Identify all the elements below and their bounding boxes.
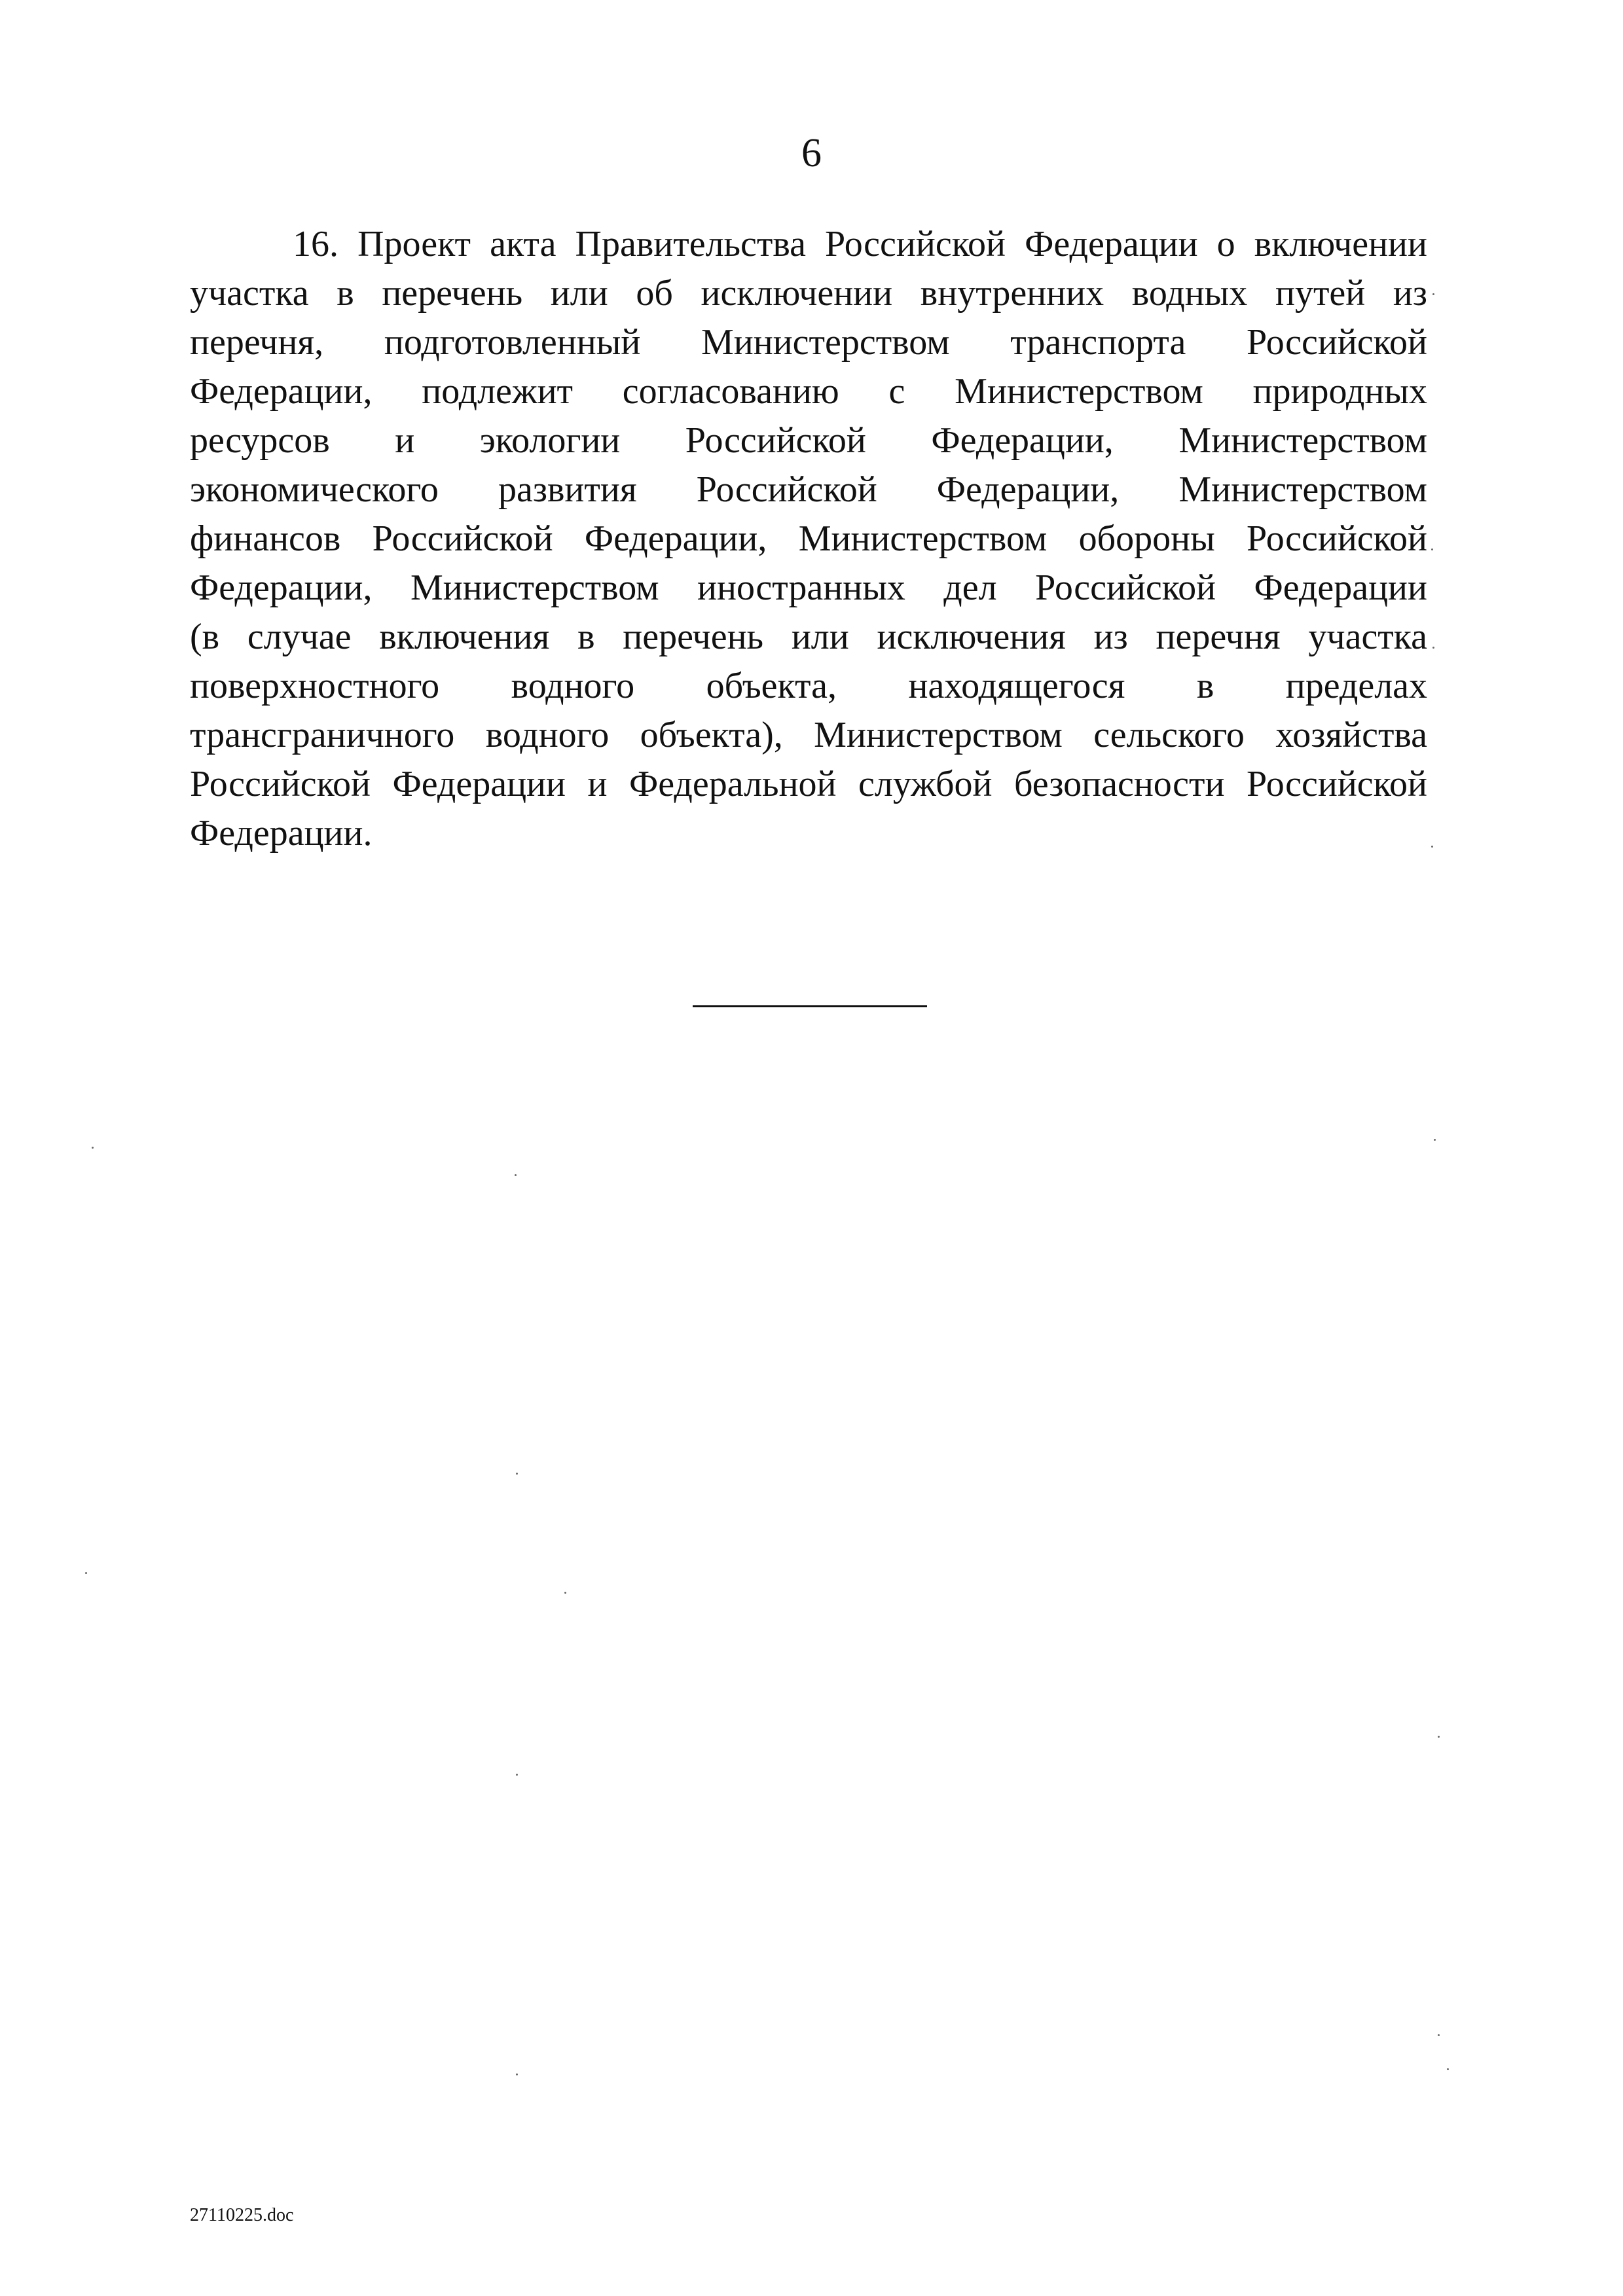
scan-speck: [92, 1147, 94, 1149]
paragraph-line: поверхностного водного объекта, находящегося в пределах: [190, 666, 1427, 706]
paragraph-line: перечня, подготовленный Министерством транспорта Российской: [190, 322, 1427, 363]
end-divider: [693, 1005, 927, 1007]
paragraph-line: трансграничного водного объекта), Министерством сельского хозяйства: [190, 715, 1427, 755]
paragraph-line: участка в перечень или об исключении внутренних водных путей из: [190, 273, 1427, 314]
paragraph-line: Российской Федерации и Федеральной службой безопасности Российской: [190, 764, 1427, 804]
scan-speck: [1434, 1139, 1436, 1141]
paragraph-line: Федерации, Министерством иностранных дел Российской Федерации: [190, 567, 1427, 608]
scan-speck: [1432, 647, 1434, 649]
scan-speck: [564, 1592, 566, 1594]
page-number: 6: [801, 131, 822, 175]
scan-speck: [516, 2073, 518, 2075]
scan-speck: [1438, 1736, 1440, 1738]
scan-speck: [1432, 293, 1434, 295]
paragraph-line: ресурсов и экологии Российской Федерации, Министерством: [190, 420, 1427, 461]
scan-speck: [516, 1774, 518, 1776]
scan-speck: [1431, 846, 1433, 848]
paragraph-line: экономического развития Российской Федерации, Министерством: [190, 469, 1427, 510]
paragraph-line: 16. Проект акта Правительства Российской Федерации о включении: [293, 224, 1427, 264]
paragraph-16: [190, 220, 1427, 858]
scan-speck: [516, 1473, 518, 1475]
scan-speck: [1431, 548, 1433, 550]
paragraph-line: Федерации.: [190, 813, 373, 853]
paragraph-line: Федерации, подлежит согласованию с Министерством природных: [190, 371, 1427, 412]
paragraph-line: (в случае включения в перечень или исключения из перечня участка: [190, 617, 1427, 657]
scan-speck: [515, 1174, 517, 1176]
file-reference: 27110225.doc: [190, 2205, 294, 2225]
scan-speck: [1438, 2034, 1440, 2036]
paragraph-line: финансов Российской Федерации, Министерством обороны Российской: [190, 518, 1427, 559]
scan-speck: [85, 1572, 87, 1574]
scan-speck: [1447, 2068, 1449, 2070]
